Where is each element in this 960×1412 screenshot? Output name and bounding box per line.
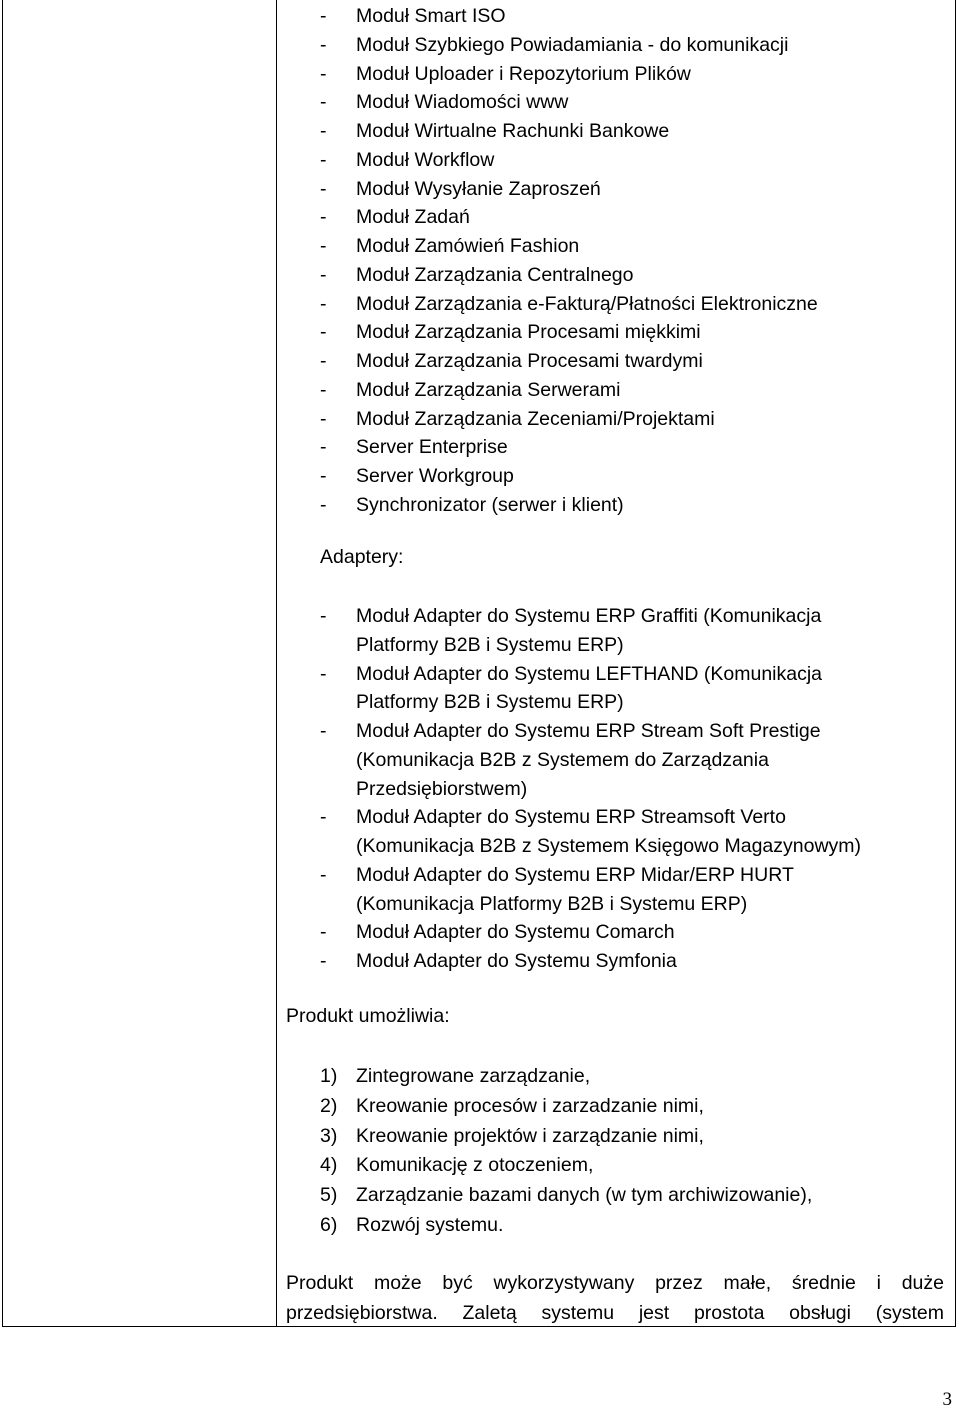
- bullet-dash: -: [320, 493, 327, 516]
- adapter-label-line: Moduł Adapter do Systemu ERP Stream Soft Prestige: [356, 720, 821, 742]
- module-list-item: [320, 433, 940, 462]
- adapter-label-line: Moduł Adapter do Systemu ERP Streamsoft Verto: [356, 806, 786, 829]
- module-label: Moduł Zarządzania Serwerami: [356, 378, 621, 401]
- adapter-label-line: Platformy B2B i Systemu ERP): [356, 633, 624, 656]
- module-label: Moduł Zarządzania Procesami twardymi: [356, 350, 703, 372]
- adapter-label-line: (Komunikacja B2B z Systemem Księgowo Magazynowym): [356, 835, 862, 857]
- module-list-item: [320, 347, 940, 376]
- bullet-dash: -: [320, 465, 327, 487]
- module-label: Moduł Smart ISO: [356, 5, 506, 27]
- module-list-item: [320, 261, 940, 290]
- bullet-dash: -: [320, 177, 327, 200]
- adapter-list-item: [320, 918, 940, 947]
- bullet-dash: -: [320, 91, 327, 114]
- bullet-dash: -: [320, 662, 327, 685]
- module-label: Moduł Zarządzania Zeceniami/Projektami: [356, 407, 715, 430]
- bullet-dash: -: [320, 436, 327, 459]
- module-list-item: [320, 146, 940, 175]
- bullet-dash: -: [320, 863, 327, 886]
- module-label: Moduł Uploader i Repozytorium Plików: [356, 62, 691, 85]
- bullet-dash: -: [320, 62, 327, 85]
- module-list-item: [320, 376, 940, 405]
- module-label: Moduł Wysyłanie Zaproszeń: [356, 177, 601, 200]
- capability-list-item: [320, 1151, 940, 1181]
- adapter-label-line: (Komunikacja B2B z Systemem do Zarządzania: [356, 748, 769, 771]
- bullet-dash: -: [320, 148, 327, 171]
- adapter-list-item: [320, 717, 940, 803]
- module-list-item: [320, 290, 940, 319]
- module-list-item: [320, 175, 940, 204]
- capability-number: 4): [320, 1154, 338, 1177]
- adapter-label-line: (Komunikacja Platformy B2B i Systemu ERP): [356, 892, 748, 915]
- capability-label: Kreowanie projektów i zarządzanie nimi,: [356, 1124, 704, 1147]
- adapter-label-line: Moduł Adapter do Systemu Symfonia: [356, 950, 677, 972]
- bullet-dash: -: [320, 605, 327, 627]
- bullet-dash: -: [320, 321, 327, 344]
- capability-list-item: [320, 1122, 940, 1152]
- capabilities-list: [320, 1062, 940, 1241]
- module-label: Moduł Zamówień Fashion: [356, 235, 580, 257]
- capability-list-item: [320, 1211, 940, 1241]
- adapters-heading: Adaptery:: [320, 546, 404, 568]
- capability-number: 1): [320, 1065, 338, 1087]
- capability-number: 3): [320, 1124, 338, 1147]
- module-list-item: [320, 462, 940, 491]
- bullet-dash: -: [320, 720, 327, 742]
- adapter-list-item: [320, 803, 940, 861]
- module-label: Moduł Zarządzania Centralnego: [356, 263, 634, 286]
- module-list-item: [320, 60, 940, 89]
- adapter-label-line: Przedsiębiorstwem): [356, 777, 528, 800]
- module-label: Moduł Zarządzania e-Fakturą/Płatności Elektroniczne: [356, 292, 818, 315]
- bullet-dash: -: [320, 120, 327, 142]
- capability-label: Zintegrowane zarządzanie,: [356, 1065, 591, 1087]
- module-list-item: [320, 88, 940, 117]
- adapter-label-line: Moduł Adapter do Systemu ERP Graffiti (Komunikacja: [356, 605, 822, 627]
- module-label: Server Enterprise: [356, 436, 508, 459]
- module-label: Moduł Szybkiego Powiadamiania - do komunikacji: [356, 33, 789, 56]
- module-label: Moduł Wirtualne Rachunki Bankowe: [356, 120, 670, 142]
- module-list-item: [320, 2, 940, 31]
- product-heading: Produkt umożliwia:: [286, 1005, 450, 1027]
- module-label: Moduł Wiadomości www: [356, 91, 569, 114]
- page-number: 3: [942, 1389, 952, 1410]
- capability-label: Rozwój systemu.: [356, 1213, 504, 1236]
- closing-paragraph: [286, 1269, 944, 1328]
- bullet-dash: -: [320, 378, 327, 401]
- module-list-item: [320, 405, 940, 434]
- bullet-dash: -: [320, 5, 327, 27]
- adapter-label-line: Moduł Adapter do Systemu LEFTHAND (Komunikacja: [356, 662, 823, 685]
- adapter-label-line: Moduł Adapter do Systemu Comarch: [356, 921, 675, 944]
- capability-label: Kreowanie procesów i zarzadzanie nimi,: [356, 1094, 704, 1117]
- bullet-dash: -: [320, 350, 327, 372]
- bullet-dash: -: [320, 407, 327, 430]
- capability-list-item: [320, 1092, 940, 1122]
- bullet-dash: -: [320, 33, 327, 56]
- closing-paragraph-line-2: przedsiębiorstwa. Zaletą systemu jest prostota obsługi (system: [286, 1301, 944, 1324]
- capability-list-item: [320, 1181, 940, 1211]
- bullet-dash: -: [320, 950, 327, 972]
- module-label: Moduł Workflow: [356, 148, 495, 171]
- adapter-list-item: [320, 861, 940, 919]
- module-list-item: [320, 117, 940, 146]
- adapter-label-line: Moduł Adapter do Systemu ERP Midar/ERP HURT: [356, 863, 794, 886]
- capability-number: 6): [320, 1213, 338, 1236]
- module-label: Server Workgroup: [356, 465, 514, 487]
- column-divider: [276, 0, 277, 1327]
- capability-number: 5): [320, 1184, 338, 1207]
- closing-paragraph-line-1: Produkt może być wykorzystywany przez małe, średnie i duże: [286, 1272, 944, 1294]
- bullet-dash: -: [320, 806, 327, 829]
- module-list-item: [320, 318, 940, 347]
- bullet-dash: -: [320, 235, 327, 257]
- module-label: Moduł Zarządzania Procesami miękkimi: [356, 321, 701, 344]
- modules-list: [320, 2, 940, 520]
- bullet-dash: -: [320, 292, 327, 315]
- capability-list-item: [320, 1062, 940, 1092]
- module-label: Moduł Zadań: [356, 206, 470, 229]
- adapters-list: [320, 602, 940, 976]
- adapter-list-item: [320, 602, 940, 660]
- bullet-dash: -: [320, 263, 327, 286]
- module-list-item: [320, 491, 940, 520]
- module-label: Synchronizator (serwer i klient): [356, 493, 624, 516]
- module-list-item: [320, 203, 940, 232]
- module-list-item: [320, 31, 940, 60]
- adapter-label-line: Platformy B2B i Systemu ERP): [356, 691, 624, 714]
- capability-label: Zarządzanie bazami danych (w tym archiwizowanie),: [356, 1184, 813, 1207]
- capability-label: Komunikację z otoczeniem,: [356, 1154, 594, 1177]
- capability-number: 2): [320, 1094, 338, 1117]
- adapter-list-item: [320, 660, 940, 718]
- bullet-dash: -: [320, 921, 327, 944]
- bullet-dash: -: [320, 206, 327, 229]
- module-list-item: [320, 232, 940, 261]
- adapter-list-item: [320, 947, 940, 976]
